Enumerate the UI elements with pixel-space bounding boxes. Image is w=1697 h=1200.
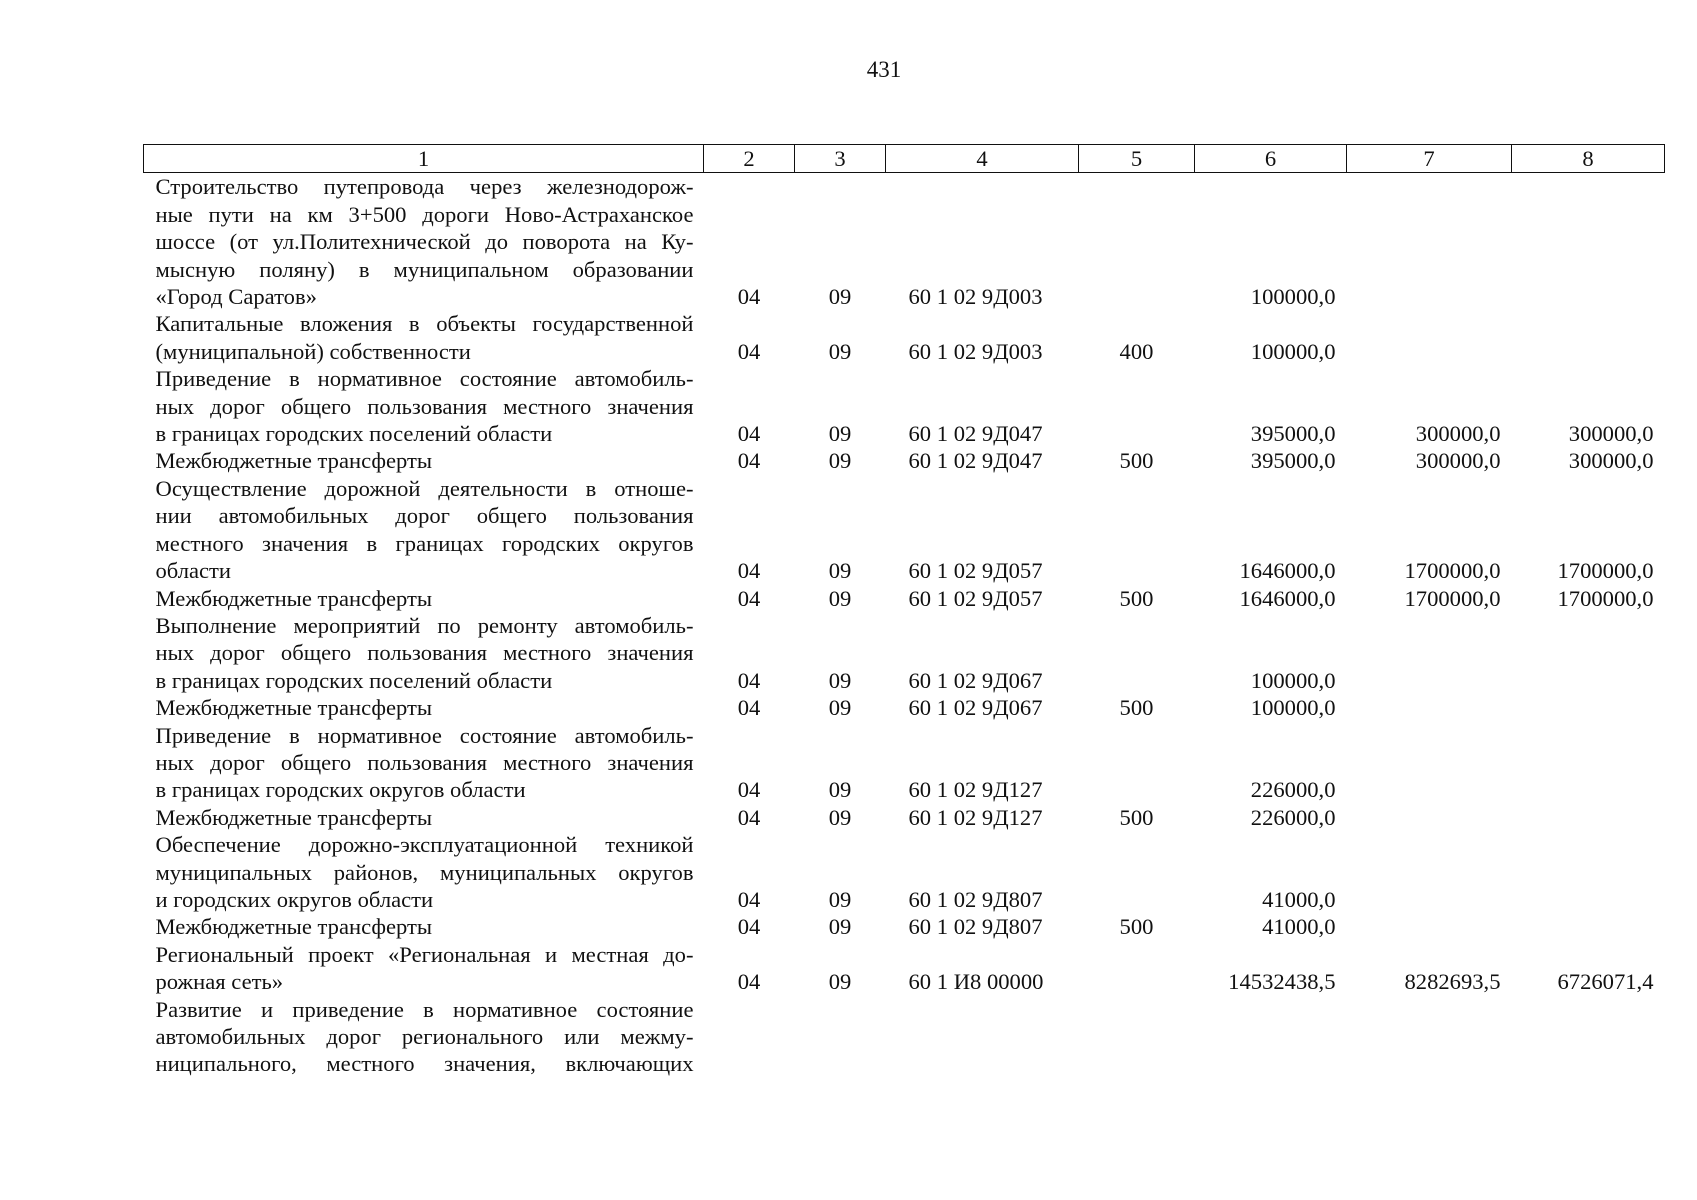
item-name-line: ниципального, местного значения, включающих [155,1051,694,1077]
amount-year-2-cell [1347,722,1512,804]
item-name-line: ные пути на км 3+500 дороги Ново-Астраханское [155,201,694,227]
amount-year-1-cell: 1646000,0 [1239,558,1336,584]
subsection-code-cell: 09 [828,886,852,912]
item-name-line: рожная сеть» [155,969,284,995]
header-cell: 4 [886,145,1079,173]
expense-type-cell [1079,173,1195,311]
item-name-line: нии автомобильных дорог общего пользования [155,503,694,529]
target-article-cell [886,996,1079,1078]
amount-year-3-cell [1512,310,1665,365]
table-row [144,722,1665,804]
header-row [144,145,1665,173]
target-article-cell: 60 1 02 9Д003 [908,284,1043,310]
item-name-cell [144,722,704,804]
item-name-line: муниципальных районов, муниципальных округов [155,859,694,885]
amount-year-2-cell [1347,831,1512,913]
item-name-cell [144,475,704,585]
amount-year-1-cell: 14532438,5 [1228,969,1336,995]
amount-year-1-cell: 100000,0 [1250,667,1336,693]
item-name-cell [144,941,704,996]
amount-year-3-cell: 6726071,4 [1557,969,1654,995]
expense-type-cell: 500 [1119,448,1154,474]
target-article-cell: 60 1 02 9Д003 [908,338,1043,364]
amount-year-1-cell: 226000,0 [1250,777,1336,803]
item-name-line: шоссе (от ул.Политехнической до поворота на Ку- [155,229,694,255]
section-code-cell: 04 [737,284,761,310]
expense-type-cell: 500 [1119,585,1154,611]
expense-type-cell [1079,475,1195,585]
header-cell: 1 [144,145,704,173]
amount-year-1-cell: 395000,0 [1250,421,1336,447]
amount-year-2-cell: 300000,0 [1415,448,1501,474]
item-name-cell [144,913,704,940]
amount-year-2-cell [1347,612,1512,694]
subsection-code-cell: 09 [828,969,852,995]
table-row [144,475,1665,585]
section-code-cell: 04 [737,969,761,995]
amount-year-2-cell: 300000,0 [1415,421,1501,447]
table-row [144,173,1665,311]
item-name-line: Региональный проект «Региональная и местная до- [155,941,694,967]
amount-year-2-cell [1347,804,1512,831]
expense-type-cell: 500 [1119,804,1154,830]
amount-year-1-cell: 395000,0 [1250,448,1336,474]
target-article-cell: 60 1 02 9Д057 [908,585,1043,611]
amount-year-3-cell [1512,913,1665,940]
item-name-line: ных дорог общего пользования местного значения [155,393,694,419]
table-row [144,694,1665,721]
amount-year-3-cell [1512,694,1665,721]
header-cell: 2 [704,145,795,173]
amount-year-3-cell [1512,804,1665,831]
amount-year-2-cell [1347,173,1512,311]
section-code-cell: 04 [737,777,761,803]
amount-year-2-cell [1347,694,1512,721]
target-article-cell: 60 1 02 9Д057 [908,558,1043,584]
section-code-cell: 04 [737,585,761,611]
amount-year-3-cell [1512,612,1665,694]
item-name-line: мысную поляну) в муниципальном образовании [155,256,694,282]
item-name-line: и городских округов области [155,886,434,912]
amount-year-3-cell: 300000,0 [1568,448,1654,474]
budget-table [143,144,1665,1078]
amount-year-3-cell: 1700000,0 [1557,585,1654,611]
item-name-line: области [155,558,232,584]
table-body [144,173,1665,1078]
item-name-line: Осуществление дорожной деятельности в отноше- [155,475,694,501]
target-article-cell: 60 1 02 9Д067 [908,667,1043,693]
item-name-cell [144,310,704,365]
table-row [144,612,1665,694]
item-name-cell [144,585,704,612]
item-name-line: Межбюджетные трансферты [155,585,433,611]
item-name-cell [144,365,704,447]
subsection-code-cell: 09 [828,284,852,310]
item-name-cell [144,996,704,1078]
amount-year-2-cell [1347,996,1512,1078]
amount-year-1-cell: 41000,0 [1262,914,1336,940]
amount-year-1-cell [1195,996,1347,1078]
amount-year-1-cell: 41000,0 [1262,886,1336,912]
section-code-cell: 04 [737,667,761,693]
subsection-code-cell: 09 [828,667,852,693]
target-article-cell: 60 1 02 9Д047 [908,448,1043,474]
target-article-cell: 60 1 02 9Д127 [908,804,1043,830]
item-name-line: Межбюджетные трансферты [155,914,433,940]
expense-type-cell [1079,996,1195,1078]
amount-year-3-cell [1512,831,1665,913]
expense-type-cell [1079,941,1195,996]
item-name-line: местного значения в границах городских округов [155,530,694,556]
item-name-line: Межбюджетные трансферты [155,448,433,474]
expense-type-cell [1079,612,1195,694]
amount-year-2-cell [1347,310,1512,365]
item-name-line: ных дорог общего пользования местного значения [155,749,694,775]
amount-year-3-cell: 1700000,0 [1557,558,1654,584]
amount-year-1-cell: 100000,0 [1250,695,1336,721]
section-code-cell: 04 [737,804,761,830]
target-article-cell: 60 1 02 9Д127 [908,777,1043,803]
item-name-line: ных дорог общего пользования местного значения [155,640,694,666]
expense-type-cell [1079,831,1195,913]
expense-type-cell: 500 [1119,914,1154,940]
amount-year-2-cell [1347,913,1512,940]
item-name-cell [144,831,704,913]
amount-year-2-cell: 1700000,0 [1404,585,1501,611]
section-code-cell: 04 [737,695,761,721]
amount-year-1-cell: 100000,0 [1250,338,1336,364]
page-number: 431 [866,57,902,82]
section-code-cell: 04 [737,886,761,912]
target-article-cell: 60 1 И8 00000 [908,969,1044,995]
expense-type-cell [1079,722,1195,804]
subsection-code-cell: 09 [828,914,852,940]
section-code-cell: 04 [737,448,761,474]
table-row [144,804,1665,831]
item-name-cell [144,173,704,311]
target-article-cell: 60 1 02 9Д067 [908,695,1043,721]
item-name-line: «Город Саратов» [155,284,317,310]
table-row [144,941,1665,996]
header-cell: 5 [1079,145,1195,173]
item-name-cell [144,804,704,831]
subsection-code-cell: 09 [828,585,852,611]
item-name-line: Капитальные вложения в объекты государственной [155,311,694,337]
expense-type-cell [1079,365,1195,447]
item-name-line: в границах городских округов области [155,777,526,803]
item-name-line: Приведение в нормативное состояние автомобиль- [155,366,694,392]
item-name-line: Обеспечение дорожно-эксплуатационной техникой [155,832,694,858]
section-code-cell: 04 [737,914,761,940]
item-name-line: Строительство путепровода через железнодорож- [155,174,694,200]
header-cell: 6 [1195,145,1347,173]
expense-type-cell: 400 [1119,338,1154,364]
item-name-line: автомобильных дорог регионального или межму- [155,1024,694,1049]
item-name-cell [144,612,704,694]
header-cell: 7 [1347,145,1512,173]
amount-year-1-cell: 1646000,0 [1239,585,1336,611]
amount-year-1-cell: 100000,0 [1250,284,1336,310]
section-code-cell: 04 [737,421,761,447]
subsection-code-cell: 09 [828,777,852,803]
section-code-cell: 04 [737,558,761,584]
amount-year-2-cell: 1700000,0 [1404,558,1501,584]
table-row [144,365,1665,447]
table-row [144,585,1665,612]
table-row [144,996,1665,1078]
amount-year-1-cell: 226000,0 [1250,804,1336,830]
item-name-line: Развитие и приведение в нормативное состояние [155,996,694,1022]
section-code-cell [704,996,795,1078]
amount-year-2-cell: 8282693,5 [1404,969,1501,995]
target-article-cell: 60 1 02 9Д807 [908,886,1043,912]
subsection-code-cell: 09 [828,421,852,447]
table-row [144,913,1665,940]
item-name-line: Межбюджетные трансферты [155,804,433,830]
item-name-line: в границах городских поселений области [155,667,553,693]
amount-year-3-cell [1512,996,1665,1078]
amount-year-3-cell: 300000,0 [1568,421,1654,447]
expense-type-cell: 500 [1119,695,1154,721]
header-cell: 8 [1512,145,1665,173]
item-name-cell [144,447,704,474]
target-article-cell: 60 1 02 9Д807 [908,914,1043,940]
section-code-cell: 04 [737,338,761,364]
subsection-code-cell: 09 [828,338,852,364]
subsection-code-cell: 09 [828,804,852,830]
item-name-line: Межбюджетные трансферты [155,695,433,721]
subsection-code-cell: 09 [828,448,852,474]
subsection-code-cell: 09 [828,558,852,584]
subsection-code-cell [795,996,886,1078]
item-name-line: в границах городских поселений области [155,421,553,447]
table-row [144,447,1665,474]
table-row [144,831,1665,913]
item-name-line: Приведение в нормативное состояние автомобиль- [155,722,694,748]
amount-year-3-cell [1512,173,1665,311]
item-name-line: Выполнение мероприятий по ремонту автомобиль- [155,612,694,638]
target-article-cell: 60 1 02 9Д047 [908,421,1043,447]
header-cell: 3 [795,145,886,173]
amount-year-3-cell [1512,722,1665,804]
subsection-code-cell: 09 [828,695,852,721]
item-name-cell [144,694,704,721]
item-name-line: (муниципальной) собственности [155,338,471,364]
table-row [144,310,1665,365]
